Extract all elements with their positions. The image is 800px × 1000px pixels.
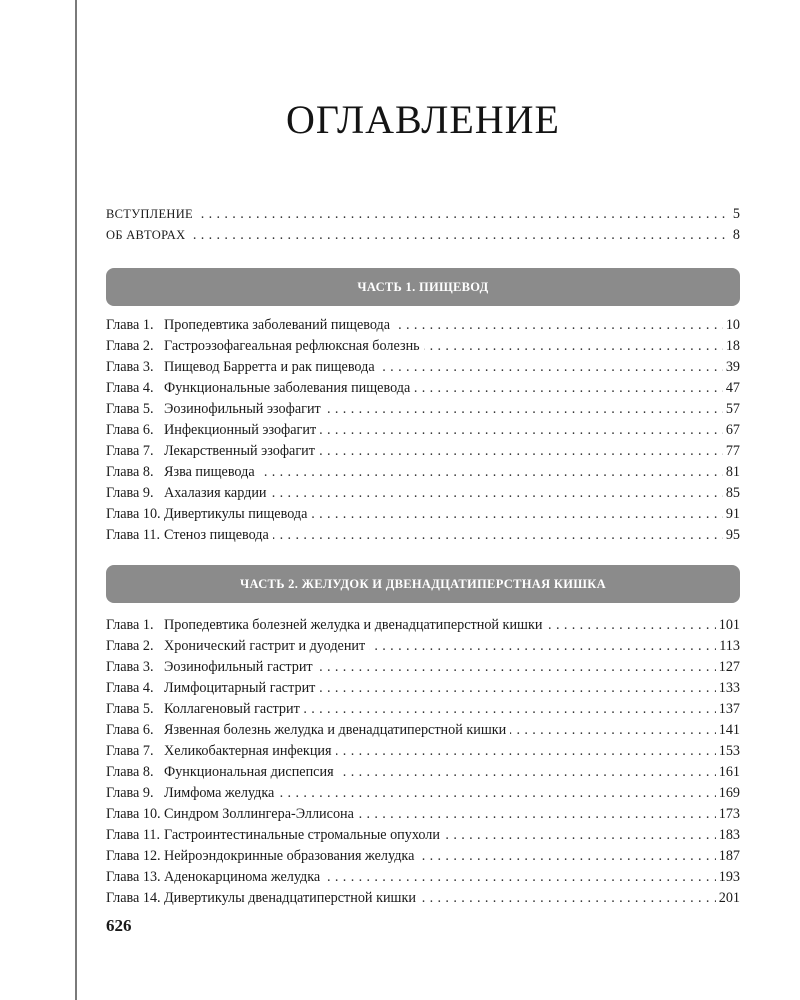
toc-entry-label: ОБ АВТОРАХ (106, 225, 189, 246)
toc-chapter-label (106, 357, 379, 378)
toc-chapter-label (106, 504, 311, 525)
toc-chapter-entry[interactable] (106, 357, 740, 378)
chapter-title: Эозинофильный гастрит (164, 659, 313, 675)
toc-chapter-entry[interactable] (106, 399, 740, 420)
chapter-page: 47 (723, 378, 740, 399)
toc-chapter-entry[interactable] (106, 615, 740, 636)
chapter-title: Язва пищевода (164, 464, 255, 480)
chapter-number: Глава 3. (106, 659, 154, 675)
toc-chapter-entry[interactable] (106, 762, 740, 783)
toc-entry-page: 8 (730, 225, 740, 246)
page-gutter-line (75, 0, 77, 1000)
chapter-page: 67 (723, 420, 740, 441)
toc-chapter-label (106, 720, 510, 741)
chapter-title: Хеликобактерная инфекция (164, 743, 332, 759)
dot-leader (106, 204, 740, 225)
toc-entry-introduction[interactable] (106, 204, 740, 225)
dot-leader (106, 225, 740, 246)
chapter-number: Глава 4. (106, 380, 154, 396)
toc-chapter-label (106, 462, 259, 483)
toc-chapter-label (106, 378, 414, 399)
chapter-page: 77 (723, 441, 740, 462)
toc-entry-about-authors[interactable] (106, 225, 740, 246)
part-1-chapter-list (106, 315, 740, 546)
chapter-page: 173 (716, 804, 740, 825)
toc-chapter-entry[interactable] (106, 783, 740, 804)
chapter-page: 18 (723, 336, 740, 357)
chapter-page: 91 (723, 504, 740, 525)
chapter-title: Гастроинтестинальные стромальные опухоли (164, 827, 440, 843)
chapter-number: Глава 7. (106, 443, 154, 459)
toc-chapter-entry[interactable] (106, 741, 740, 762)
chapter-number: Глава 6. (106, 722, 154, 738)
chapter-title: Коллагеновый гастрит (164, 701, 300, 717)
chapter-page: 161 (716, 762, 740, 783)
chapter-number: Глава 12. (106, 848, 161, 864)
chapter-title: Пищевод Барретта и рак пищевода (164, 359, 375, 375)
chapter-title: Ахалазия кардии (164, 485, 267, 501)
toc-chapter-entry[interactable] (106, 867, 740, 888)
toc-chapter-label (106, 699, 304, 720)
chapter-page: 113 (716, 636, 740, 657)
toc-chapter-label (106, 783, 278, 804)
chapter-title: Дивертикулы пищевода (164, 506, 308, 522)
chapter-number: Глава 13. (106, 869, 161, 885)
chapter-title: Функциональная диспепсия (164, 764, 334, 780)
chapter-page: 137 (716, 699, 740, 720)
toc-chapter-entry[interactable] (106, 525, 740, 546)
toc-chapter-label (106, 804, 358, 825)
toc-chapter-label (106, 762, 338, 783)
chapter-page: 169 (716, 783, 740, 804)
toc-chapter-entry[interactable] (106, 462, 740, 483)
toc-chapter-label (106, 846, 418, 867)
chapter-page: 133 (716, 678, 740, 699)
chapter-page: 127 (716, 657, 740, 678)
chapter-page: 183 (716, 825, 740, 846)
chapter-page: 141 (716, 720, 740, 741)
chapter-number: Глава 10. (106, 806, 161, 822)
chapter-number: Глава 9. (106, 485, 154, 501)
chapter-title: Функциональные заболевания пищевода (164, 380, 411, 396)
chapter-page: 201 (716, 888, 740, 909)
chapter-page: 153 (716, 741, 740, 762)
toc-chapter-label (106, 741, 336, 762)
page-title: ОГЛАВЛЕНИЕ (286, 97, 560, 142)
toc-chapter-entry[interactable] (106, 336, 740, 357)
chapter-number: Глава 14. (106, 890, 161, 906)
toc-chapter-entry[interactable] (106, 720, 740, 741)
chapter-number: Глава 8. (106, 464, 154, 480)
chapter-title: Нейроэндокринные образования желудка (164, 848, 415, 864)
chapter-title: Хронический гастрит и дуоденит (164, 638, 366, 654)
part-1-header[interactable]: ЧАСТЬ 1. ПИЩЕВОД (106, 268, 740, 306)
chapter-number: Глава 2. (106, 338, 154, 354)
toc-chapter-label (106, 636, 369, 657)
chapter-title: Стеноз пищевода (164, 527, 269, 543)
chapter-title: Лимфома желудка (164, 785, 275, 801)
toc-chapter-label (106, 336, 424, 357)
toc-chapter-label (106, 441, 319, 462)
chapter-title: Гастроэзофагеальная рефлюксная болезнь (164, 338, 420, 354)
toc-chapter-entry[interactable] (106, 636, 740, 657)
chapter-number: Глава 8. (106, 764, 154, 780)
part-2-header[interactable]: ЧАСТЬ 2. ЖЕЛУДОК И ДВЕНАДЦАТИПЕРСТНАЯ КИШКА (106, 565, 740, 603)
chapter-title: Синдром Золлингера-Эллисона (164, 806, 354, 822)
toc-chapter-entry[interactable] (106, 825, 740, 846)
front-matter-list (106, 204, 740, 246)
toc-chapter-label (106, 657, 317, 678)
toc-chapter-entry[interactable] (106, 846, 740, 867)
chapter-number: Глава 5. (106, 401, 154, 417)
chapter-title: Эозинофильный эзофагит (164, 401, 321, 417)
chapter-title: Дивертикулы двенадцатиперстной кишки (164, 890, 416, 906)
chapter-page: 81 (723, 462, 740, 483)
chapter-number: Глава 1. (106, 617, 154, 633)
toc-chapter-label (106, 420, 320, 441)
chapter-page: 101 (716, 615, 740, 636)
chapter-page: 57 (723, 399, 740, 420)
page-number: 626 (106, 916, 132, 935)
chapter-number: Глава 4. (106, 680, 154, 696)
toc-chapter-label (106, 399, 325, 420)
toc-chapter-entry[interactable] (106, 315, 740, 336)
toc-chapter-entry[interactable] (106, 441, 740, 462)
chapter-page: 85 (723, 483, 740, 504)
toc-entry-page: 5 (730, 204, 740, 225)
toc-chapter-label (106, 825, 444, 846)
chapter-number: Глава 6. (106, 422, 154, 438)
toc-chapter-entry[interactable] (106, 888, 740, 909)
chapter-title: Пропедевтика заболеваний пищевода (164, 317, 391, 333)
toc-chapter-label (106, 315, 394, 336)
chapter-number: Глава 10. (106, 506, 161, 522)
toc-chapter-entry[interactable] (106, 483, 740, 504)
toc-chapter-entry[interactable] (106, 420, 740, 441)
toc-chapter-entry[interactable] (106, 504, 740, 525)
chapter-number: Глава 11. (106, 827, 161, 843)
chapter-title: Пропедевтика болезней желудка и двенадцатиперстной кишки (164, 617, 543, 633)
chapter-title: Аденокарцинома желудка (164, 869, 321, 885)
toc-chapter-entry[interactable] (106, 657, 740, 678)
chapter-number: Глава 11. (106, 527, 161, 543)
part-2-chapter-list (106, 615, 740, 909)
chapter-title: Инфекционный эзофагит (164, 422, 317, 438)
chapter-page: 10 (723, 315, 740, 336)
chapter-number: Глава 2. (106, 638, 154, 654)
chapter-title: Лимфоцитарный гастрит (164, 680, 316, 696)
chapter-number: Глава 3. (106, 359, 154, 375)
toc-chapter-label (106, 525, 273, 546)
chapter-number: Глава 5. (106, 701, 154, 717)
toc-chapter-entry[interactable] (106, 804, 740, 825)
toc-chapter-entry[interactable] (106, 678, 740, 699)
toc-entry-label: ВСТУПЛЕНИЕ (106, 204, 197, 225)
toc-chapter-label (106, 867, 324, 888)
toc-chapter-entry[interactable] (106, 699, 740, 720)
chapter-number: Глава 7. (106, 743, 154, 759)
chapter-page: 193 (716, 867, 740, 888)
toc-chapter-label (106, 678, 319, 699)
chapter-title: Язвенная болезнь желудка и двенадцатиперстной кишки (164, 722, 507, 738)
toc-chapter-entry[interactable] (106, 378, 740, 399)
toc-chapter-label (106, 483, 271, 504)
chapter-title: Лекарственный эзофагит (164, 443, 315, 459)
chapter-number: Глава 1. (106, 317, 154, 333)
toc-chapter-label (106, 888, 420, 909)
chapter-page: 39 (723, 357, 740, 378)
chapter-number: Глава 9. (106, 785, 154, 801)
toc-chapter-label (106, 615, 546, 636)
chapter-page: 187 (716, 846, 740, 867)
chapter-page: 95 (723, 525, 740, 546)
